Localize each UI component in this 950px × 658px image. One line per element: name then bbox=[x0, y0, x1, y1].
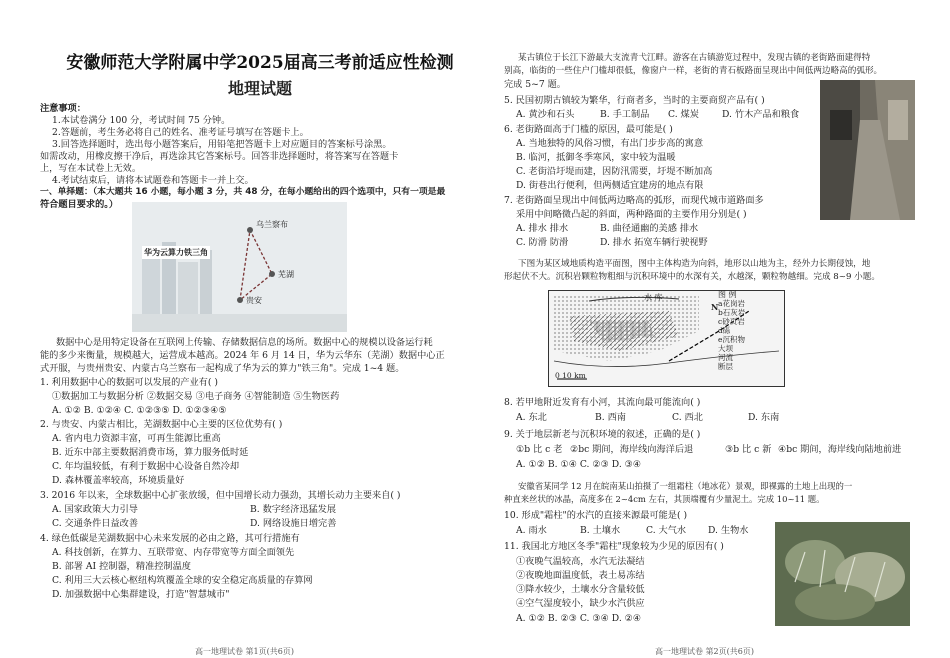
option: A. 雨水 bbox=[516, 525, 547, 536]
question-stem: 6. 老街路面高于门槛的原因，最可能是( ) bbox=[504, 124, 673, 135]
question-stem: 5. 民国初期古镇较为繁华，行商者多，当时的主要商贸产品有( ) bbox=[504, 95, 765, 106]
option: B. 数字经济迅猛发展 bbox=[250, 504, 337, 515]
page-footer-left: 高一地理试卷 第1页(共6页) bbox=[195, 647, 294, 656]
passage-line: 别高，临街的一些住户门槛却很低，像窗户一样，老街的青石板路面呈现出中间低两边略高的弧形。 bbox=[504, 66, 883, 76]
question-options: A. ①② B. ①②④ C. ①②③⑤ D. ①②③④⑤ bbox=[52, 405, 227, 416]
legend-item: e沉积物 bbox=[718, 335, 745, 344]
option: C. 年均温较低，有利于数据中心设备自然冷却 bbox=[52, 461, 240, 472]
passage-line: 下图为某区域地质构造平面图，图中主体构造为向斜，地形以山地为主，经外力长期侵蚀，地 bbox=[518, 259, 871, 269]
section-heading-cont: 符合题目要求的。） bbox=[40, 199, 119, 210]
old-street-photo bbox=[820, 80, 915, 220]
option: B. 西南 bbox=[595, 412, 626, 423]
note-item: 1.本试卷满分 100 分，考试时间 75 分钟。 bbox=[52, 115, 231, 126]
option: D. 生物水 bbox=[708, 525, 749, 536]
option: B. 土壤水 bbox=[580, 525, 621, 536]
question-stem: 4. 绿色低碳是芜湖数据中心未来发展的必由之路，其可行措施有 bbox=[40, 533, 300, 544]
legend-title: 图 例 bbox=[718, 290, 737, 299]
option: C. 老街沿圩堤而建，因防汛需要，圩堤不断加高 bbox=[516, 166, 713, 177]
option: D. 加强数据中心集群建设，打造"智慧城市" bbox=[52, 589, 230, 600]
note-item: 2.答题前，考生务必将自己的姓名、准考证号填写在答题卡上。 bbox=[52, 127, 309, 138]
question-stem: 10. 形成"霜柱"的水汽的直接来源最可能是( ) bbox=[504, 510, 688, 521]
passage-line: 完成 5~7 题。 bbox=[504, 79, 566, 90]
statement: ②夜晚地面温度低，表土易冻结 bbox=[516, 570, 645, 581]
question-stem: 9. 关于地层新老与沉积环境的叙述，正确的是( ) bbox=[504, 429, 701, 440]
triangle-map-svg bbox=[132, 202, 347, 332]
map-reservoir-label: 水 库 bbox=[644, 293, 663, 302]
option: A. 东北 bbox=[516, 412, 547, 423]
option: D. 网络设施日增完善 bbox=[250, 518, 337, 529]
legend-item: a花岗岩 bbox=[718, 299, 745, 308]
legend-item: d砾 bbox=[718, 326, 731, 335]
statement: ①夜晚气温较高，水汽无法凝结 bbox=[516, 556, 645, 567]
legend-item: c砂页岩 bbox=[718, 317, 745, 326]
option: D. 东南 bbox=[748, 412, 780, 423]
question-stem: 1. 利用数据中心的数据可以发展的产业有( ) bbox=[40, 377, 218, 388]
question-options: A. ①② B. ②③ C. ③④ D. ②④ bbox=[516, 613, 642, 624]
passage-line: 某古镇位于长江下游最大支流青弋江畔。游客在古镇游览过程中，发现古镇的老街路面建得特 bbox=[518, 53, 871, 63]
question-stem: 3. 2016 年以来，全球数据中心扩张放缓，但中国增长动力强劲，其增长动力主要来自( ) bbox=[40, 490, 401, 501]
option: A. 省内电力资源丰富，可再生能源比重高 bbox=[52, 433, 221, 444]
option: D. 森林覆盖率较高，环境质量好 bbox=[52, 475, 185, 486]
passage-line: 安徽省某同学 12 月在皖南某山拍摄了一组霜柱（地冰花）景观，即裸露的土地上出现的一 bbox=[518, 481, 853, 491]
question-stem-cont: 采用中间略微凸起的斜面，两种路面的主要作用分别是( ) bbox=[516, 209, 747, 220]
option: D. 排水 拓宽车辆行驶视野 bbox=[600, 237, 708, 248]
note-item: 3.回答选择题时，选出每小题答案后，用铅笔把答题卡上对应题目的答案标号涂黑。 bbox=[52, 139, 392, 150]
passage-line: 数据中心是用特定设备在互联网上传输、存储数据信息的场所。数据中心的规模以设备运行耗 bbox=[56, 337, 433, 348]
option: D. 竹木产品和粮食 bbox=[722, 109, 800, 120]
statement: ④bc 期间，海岸线向陆地前进 bbox=[778, 444, 902, 455]
option: D. 街巷出行便利，但两侧适宜建房的地点有限 bbox=[516, 180, 704, 191]
frost-column-photo bbox=[775, 522, 910, 626]
city-label: 贵安 bbox=[246, 296, 262, 305]
question-stem: 7. 老街路面呈现出中间低两边略高的弧形，而现代城市道路面多 bbox=[504, 195, 764, 206]
option: B. 临河，抵御冬季寒风，家中较为温暖 bbox=[516, 152, 676, 163]
question-items: ①数据加工与数据分析 ②数据交易 ③电子商务 ④智能制造 ⑤生物医药 bbox=[52, 391, 340, 402]
frost-photo-svg bbox=[775, 522, 910, 626]
option: C. 煤炭 bbox=[668, 109, 699, 120]
city-label: 芜湖 bbox=[278, 270, 294, 279]
figure-label: 华为云算力铁三角 bbox=[144, 248, 208, 257]
option: A. 排水 排水 bbox=[516, 223, 569, 234]
option: C. 西北 bbox=[672, 412, 703, 423]
page-subtitle: 地理试题 bbox=[227, 79, 292, 98]
passage-line: 式开服，与贵州贵安、内蒙古乌兰察布一起构成了华为云的算力"铁三角"。完成 1~4 题。 bbox=[40, 363, 405, 374]
section-heading: 一、单择题：（本大题共 16 小题，每小题 3 分，共 48 分，在每小题给出的四个选项中，只有一项是最 bbox=[40, 187, 446, 197]
option: A. 科技创新，在算力、互联带宽、内存带宽等方面全面领先 bbox=[52, 547, 295, 558]
option: A. 当地独特的风俗习惯，有出门步步高的寓意 bbox=[516, 138, 704, 149]
note-item: 上，写在本试卷上无效。 bbox=[40, 163, 142, 174]
statement: ③b 比 c 新 bbox=[725, 444, 772, 455]
page-footer-right: 高一地理试卷 第2页(共6页) bbox=[655, 647, 754, 656]
question-options: A. ①② B. ①④ C. ②③ D. ③④ bbox=[516, 459, 642, 470]
map-scale: 0 10 km bbox=[555, 371, 586, 380]
statement: ①b 比 c 老 bbox=[516, 444, 563, 455]
option: B. 近东中部主要数据消费市场，算力服务低时延 bbox=[52, 447, 249, 458]
notes-heading: 注意事项： bbox=[40, 103, 86, 114]
passage-line: 能的多少来衡量，规模越大，运营成本越高。2024 年 6 月 14 日，华为云华东（芜湖）数据中心正 bbox=[40, 350, 445, 361]
huawei-triangle-figure bbox=[132, 202, 347, 332]
option: C. 防滑 防滑 bbox=[516, 237, 569, 248]
passage-line: 种直来丝状的冰晶，高度多在 2~4cm 左右，其顶端覆有少量泥土。完成 10~11 题。 bbox=[504, 494, 825, 504]
page-title: 安徽师范大学附属中学2025届高三考前适应性检测 bbox=[66, 53, 454, 73]
legend-item: 断层 bbox=[718, 362, 733, 371]
option: A. 黄沙和石头 bbox=[516, 109, 575, 120]
statement: ③降水较少，土壤水分含量较低 bbox=[516, 584, 645, 595]
question-stem: 8. 若甲地附近发育有小河，其流向最可能流向( ) bbox=[504, 397, 701, 408]
question-stem: 2. 与贵安、内蒙古相比，芜湖数据中心主要的区位优势有( ) bbox=[40, 419, 283, 430]
geology-map bbox=[548, 290, 785, 387]
city-label: 乌兰察布 bbox=[256, 220, 288, 229]
option: A. 国家政策大力引导 bbox=[52, 504, 138, 515]
statement: ②bc 期间，海岸线向海洋后退 bbox=[570, 444, 694, 455]
option: B. 曲径通幽的美感 排水 bbox=[600, 223, 699, 234]
question-stem: 11. 我国北方地区冬季"霜柱"现象较为少见的原因有( ) bbox=[504, 541, 724, 552]
note-item: 如需改动，用橡皮擦干净后，再选涂其它答案标号。回答非选择题时，将答案写在答题卡 bbox=[40, 151, 399, 162]
map-legend bbox=[718, 290, 745, 371]
north-arrow: N bbox=[711, 302, 719, 312]
option: B. 手工制品 bbox=[600, 109, 650, 120]
legend-item: 河流 bbox=[718, 353, 733, 362]
option: C. 利用三大云核心枢纽构筑覆盖全球的安全稳定高质量的存算网 bbox=[52, 575, 313, 586]
passage-line: 形起伏不大。沉积岩颗粒物粗细与沉积环境中的水深有关，水越深，颗粒物越细。完成 8~9 小题。 bbox=[504, 272, 880, 282]
note-item: 4.考试结束后，请将本试题卷和答题卡一并上交。 bbox=[52, 175, 254, 186]
legend-item: 大坝 bbox=[718, 344, 733, 353]
option: C. 交通条件日益改善 bbox=[52, 518, 139, 529]
legend-item: b石灰岩 bbox=[718, 308, 746, 317]
street-photo-svg bbox=[820, 80, 915, 220]
statement: ④空气湿度较小，缺少水汽供应 bbox=[516, 598, 645, 609]
option: B. 部署 AI 控制器，精准控制温度 bbox=[52, 561, 191, 572]
option: C. 大气水 bbox=[646, 525, 687, 536]
